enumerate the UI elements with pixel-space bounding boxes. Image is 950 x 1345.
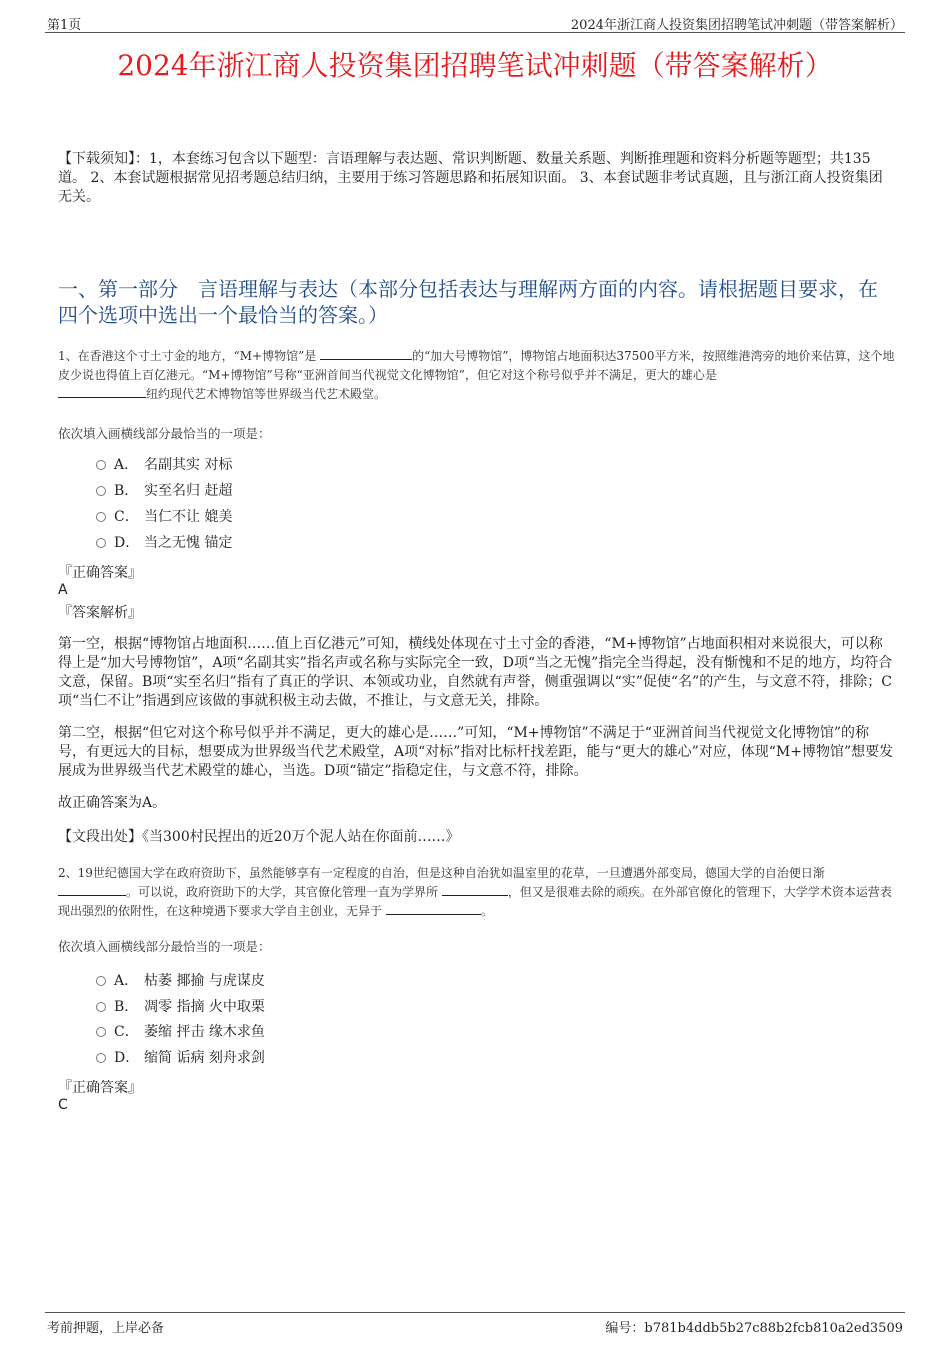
footer-doc-id: 编号：b781b4ddb5b27c88b2fcb810a2ed3509: [605, 1321, 903, 1336]
page-number: 第1页: [47, 18, 82, 33]
q1-analysis-1: 第一空，根据“博物馆占地面积……值上百亿港元”可知，横线处体现在寸土寸金的香港，“M+博物馆”占地面积相对来说很大，可以称得上是“加大号博物馆”，A项“名副其实”指名声或名称与实际完全一致，D项“当之无愧”指完全当得起，没有惭愧和不足的地方，均符合文意，保留。B项“实至名归”指有了真正的学识、本领或功业，自然就有声誉，侧重强调以“实”促使“名”的产生，与文意不符，排除；C项“当仁不让”指遇到应该做的事就积极主动去做，不推让，与文意无关，排除。: [58, 636, 893, 709]
q2-option-c[interactable]: C． 萎缩 抨击 缘木求鱼: [96, 1022, 265, 1042]
section-heading: 一、第一部分 言语理解与表达（本部分包括表达与理解两方面的内容。请根据题目要求，在四个选项中选出一个最恰当的答案。）: [58, 277, 878, 327]
radio-icon[interactable]: [96, 1002, 106, 1012]
q1-answer: A: [58, 582, 68, 598]
radio-icon[interactable]: [96, 512, 106, 522]
question-1-stem: 1、在香港这个寸土寸金的地方，“M+博物馆”是 的“加大号博物馆”，博物馆占地面积达37500平方米，按照维港湾旁的地价来估算，这个地皮少说也得值上百亿港元。“M+博物馆”号称“亚洲首间当代视觉文化博物馆”，但它对这个称号似乎并不满足，更大的雄心是 纽约现代艺术博物馆等世界级当代艺术殿堂。: [58, 349, 895, 401]
footer-slogan: 考前押题，上岸必备: [47, 1321, 165, 1336]
q1-option-d[interactable]: D． 当之无愧 锚定: [96, 533, 232, 553]
radio-icon[interactable]: [96, 460, 106, 470]
q2-option-b[interactable]: B． 凋零 指摘 火中取栗: [96, 997, 265, 1017]
question-1-prompt: 依次填入画横线部分最恰当的一项是：: [58, 426, 271, 441]
question-2-stem: 2、19世纪德国大学在政府资助下，虽然能够享有一定程度的自治，但是这种自治犹如温室里的花草，一旦遭遇外部变局，德国大学的自治便日渐 。可以说，政府资助下的大学，其官僚化管理一直为学界所 ，但又是很难去除的顽疾。在外部官僚化的管理下，大学学术资本运营表现出强烈的依附性，在这种境遇下要求大学自主创业，无异于 。: [58, 866, 892, 918]
radio-icon[interactable]: [96, 486, 106, 496]
page-title: 2024年浙江商人投资集团招聘笔试冲刺题（带答案解析）: [117, 49, 833, 82]
q2-option-a[interactable]: A． 枯萎 揶揄 与虎谋皮: [96, 971, 265, 991]
q1-analysis-label: 『答案解析』: [58, 605, 142, 621]
header-doc-title: 2024年浙江商人投资集团招聘笔试冲刺题（带答案解析）: [570, 18, 903, 33]
radio-icon[interactable]: [96, 1027, 106, 1037]
q2-answer-label: 『正确答案』: [58, 1080, 142, 1096]
fill-blank: [58, 883, 126, 896]
page-header: [45, 10, 905, 33]
q1-answer-label: 『正确答案』: [58, 565, 142, 581]
fill-blank: [320, 347, 412, 360]
q1-source: 【文段出处】《当300村民捏出的近20万个泥人站在你面前……》: [58, 829, 460, 845]
fill-blank: [58, 385, 146, 398]
q1-option-b[interactable]: B． 实至名归 赶超: [96, 481, 232, 501]
fill-blank: [442, 883, 508, 896]
page-footer: [45, 1312, 905, 1335]
radio-icon[interactable]: [96, 976, 106, 986]
q1-conclusion: 故正确答案为A。: [58, 795, 167, 811]
radio-icon[interactable]: [96, 1053, 106, 1063]
download-notice: 【下载须知】：1，本套练习包含以下题型：言语理解与表达题、常识判断题、数量关系题、判断推理题和资料分析题等题型；共135道。 2、本套试题根据常见招考题总结归纳，主要用于练习答题思路和拓展知识面。 3、本套试题非考试真题，且与浙江商人投资集团无关。: [58, 151, 883, 205]
q2-answer: C: [58, 1097, 68, 1113]
radio-icon[interactable]: [96, 538, 106, 548]
question-2-prompt: 依次填入画横线部分最恰当的一项是：: [58, 939, 271, 954]
q1-option-c[interactable]: C． 当仁不让 媲美: [96, 507, 232, 527]
q1-option-a[interactable]: A． 名副其实 对标: [96, 455, 232, 475]
q1-analysis-2: 第二空，根据“但它对这个称号似乎并不满足，更大的雄心是……”可知，“M+博物馆”不满足于“亚洲首间当代视觉文化博物馆”的称号，有更远大的目标，想要成为世界级当代艺术殿堂，A项“对标”指对比标杆找差距，能与“更大的雄心”对应，体现“M+博物馆”想要发展成为世界级当代艺术殿堂的雄心，当选。D项“锚定”指稳定住，与文意不符，排除。: [58, 725, 894, 779]
fill-blank: [386, 902, 481, 915]
q2-option-d[interactable]: D． 缩简 诟病 刻舟求剑: [96, 1048, 265, 1068]
